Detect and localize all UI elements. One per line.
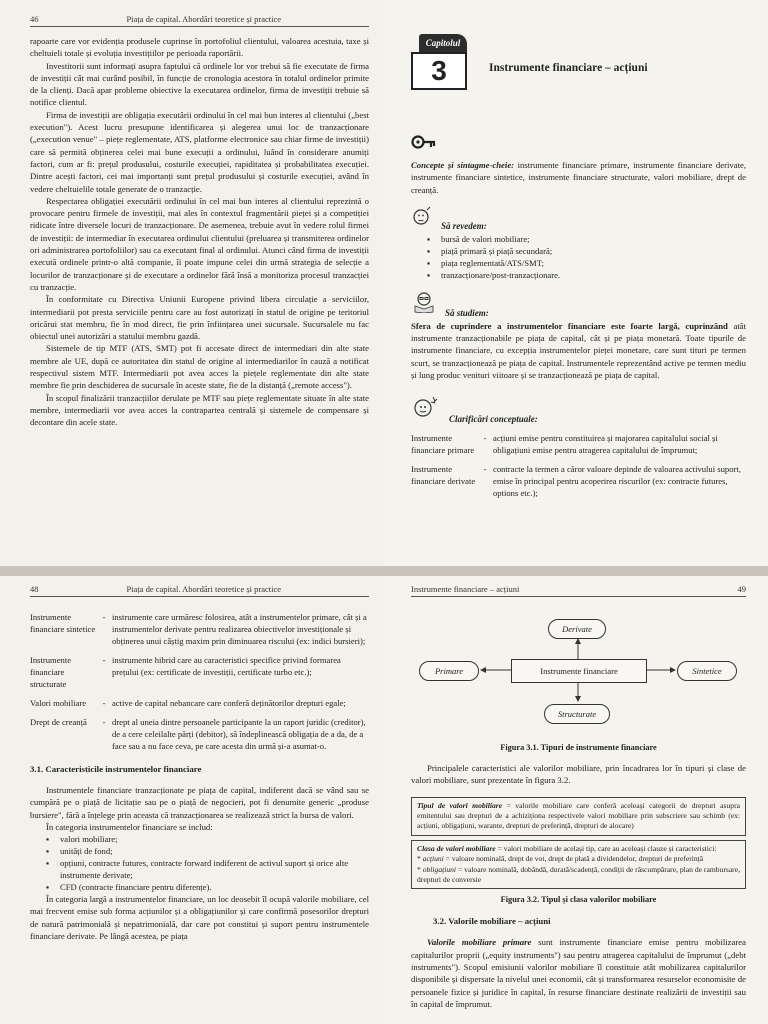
study-label: Să studiem: bbox=[445, 307, 489, 318]
figure-caption: Figura 3.1. Tipuri de instrumente financiare bbox=[500, 743, 657, 752]
study-text: atât instrumente tranzacționabile pe piața de capital, cât și pe piața monetară. Toate tipurile de instrumente financiare, cu excepția instrumentelor pieței monetare, care sunt tituri pe termen scurt, se tranzacționează pe piața de capital. Instrumentele reprezentând active pe termen mediu și lung produc venituri viitoare și se tranzacționează pe piața de capital. bbox=[411, 320, 747, 381]
node-sintetice: Sintetice bbox=[677, 661, 737, 681]
paragraph: Sistemele de tip MTF (ATS, SMT) pot fi accesate direct de intermediari din alte state membre ale UE, după ce autoritatea din statul de origine al intermediarilor în cauză a notificat respectivul sistem MTF. Intermediarii pot avea acces la piețele reglementate din alte state membre fie prin deschiderea de sucursale în aceste state, fie de la distanță („remote access"). bbox=[30, 343, 369, 391]
paragraph: Investitorii sunt informați asupra faptului că ordinele lor vor trebui să fie executate de firma de investiții cât mai curând posibil, în funcție de cronologia acestora în totalul ordinelor primite de la clienți. Dacă apar probleme obiective la executarea ordinelor, firma de investiții trebuie să notifice clientul. bbox=[30, 60, 369, 108]
definition-list bbox=[30, 611, 369, 752]
list-item: ▪ bursă de valori mobiliare; bbox=[441, 233, 746, 245]
definition-text: instrumente care urmăresc folosirea, atât a instrumentelor primare, cât și a instrumentelor derivate pentru realizarea obiectivelor investiționale și obținerea unui câștig maxim prin diminuarea riscului (ex: indici bursieri); bbox=[112, 612, 367, 646]
running-title: Piața de capital. Abordări teoretice și practice bbox=[126, 584, 282, 594]
page-gap bbox=[0, 566, 768, 576]
class-item-text: = valoare nominală, drept de vot, drept de plată a dividendelor, drepturi de preferință bbox=[445, 854, 704, 864]
concepts-head bbox=[411, 132, 746, 157]
definition-row bbox=[30, 654, 369, 690]
definition-row bbox=[411, 463, 746, 499]
class-box-text: = valori mobiliare de același tip, care au aceleași clauze și caracteristici: bbox=[497, 843, 717, 853]
class-box-label: Clasa de valori mobiliare bbox=[417, 843, 496, 853]
definition-term: Drept de creanță bbox=[30, 717, 87, 727]
paragraph: rapoarte care vor evidenția produsele cuprinse în portofoliul clientului, valoarea acestuia, taxe și cheltuieli totale și evoluția investițiilor pe perioada raportării. bbox=[30, 36, 369, 59]
chapter-title: Instrumente financiare – acțiuni bbox=[489, 62, 648, 74]
list-item: ▪ CFD (contracte financiare pentru diferențe). bbox=[60, 881, 369, 893]
chapter-number: 3 bbox=[411, 52, 467, 90]
study-paragraph bbox=[411, 320, 746, 381]
page-number: 49 bbox=[737, 584, 746, 594]
concepts-label: Concepte și sintagme-cheie: bbox=[411, 160, 515, 170]
chapter-header bbox=[411, 34, 746, 92]
class-item-text: = valoare nominală, dobândă, durată/scadență, condiții de răscumpărare, plan de rambursare, drepturi de conversie bbox=[417, 864, 740, 885]
list-item: ▪ piață primară și piață secundară; bbox=[441, 245, 746, 257]
page-46 bbox=[0, 0, 383, 566]
page-number: 48 bbox=[30, 584, 39, 594]
node-derivate: Derivate bbox=[548, 619, 606, 639]
node-structurate: Structurate bbox=[544, 704, 610, 724]
clarif-head bbox=[411, 395, 746, 424]
node-center: Instrumente financiare bbox=[511, 659, 647, 683]
class-box bbox=[411, 840, 746, 890]
definition-term: Instrumente financiare primare bbox=[411, 433, 475, 456]
instrument-list bbox=[30, 833, 369, 893]
definition-dash: - bbox=[102, 655, 106, 665]
review-head bbox=[411, 206, 746, 231]
definition-row bbox=[30, 716, 369, 752]
review-label: Să revedem: bbox=[441, 220, 487, 231]
figure-caption: Figura 3.2. Tipul și clasa valorilor mobiliare bbox=[500, 895, 657, 905]
para-lead: Valorile mobiliare primare bbox=[427, 937, 532, 948]
paragraph: Firma de investiții are obligația executării ordinului în cel mai bun interes al clientului („best execution"). Acest lucru presupune identificarea și alegerea unui loc de tranzacționare („execution venue" – piețe reglementate, ATS, platforme electronice sau chiar firme de investiții) care să permită obținerea celei mai bune execuții a ordinului, luând în considerare anumiți factori, cum ar fi: prețul produsului, costurile execuției, rapiditatea și probabilitatea execuției. Dintre acești factori, cei mai importanți sunt prețul produsului și costurile execuției, având în vedere cheltuielile totale generate de o tranzacție. bbox=[30, 109, 369, 194]
definition-dash: - bbox=[102, 717, 106, 727]
definition-dash: - bbox=[483, 433, 487, 444]
paragraph: Principalele caracteristici ale valorilor mobiliare, prin încadrarea lor în tipuri și clase de valori mobiliare, sunt prezentate în figura 3.2. bbox=[411, 763, 746, 786]
clarif-label: Clarificări conceptuale: bbox=[449, 414, 538, 425]
definition-dash: - bbox=[102, 698, 106, 708]
chapter-badge bbox=[411, 34, 471, 92]
class-item-label: acțiuni bbox=[422, 854, 444, 864]
section-title: 3.2. Valorile mobiliare – acțiuni bbox=[433, 916, 551, 927]
reader-icon bbox=[411, 291, 437, 318]
list-item: ▪ piața reglementată/ATS/SMT; bbox=[441, 257, 746, 269]
definition-term: Valori mobiliare bbox=[30, 698, 87, 708]
node-primare: Primare bbox=[419, 661, 479, 681]
study-lead: Sfera de cuprindere a instrumentelor financiare este foarte largă, cuprinzând bbox=[411, 320, 728, 331]
definition-row bbox=[30, 697, 369, 709]
running-head bbox=[30, 14, 369, 27]
list-item: ▪ opțiuni, contracte futures, contracte forward indiferent de activul suport și orice alte instrumente derivate; bbox=[60, 857, 369, 881]
definition-dash: - bbox=[102, 612, 106, 622]
definition-text: active de capital nebancare care conferă deținătorilor drepturi egale; bbox=[112, 698, 346, 708]
type-box bbox=[411, 797, 746, 836]
definition-term: Instrumente financiare structurate bbox=[30, 655, 72, 689]
running-title: Instrumente financiare – acțiuni bbox=[411, 584, 520, 594]
definition-text: drept al uneia dintre persoanele participante la un raport juridic (creditor), de a cere celeilalte părți (debitor), să îndeplinească obligația de a da, de a face sau a nu face ceva, pe care acesta din urmă și-a asumat-o. bbox=[112, 717, 366, 751]
paragraph: În conformitate cu Directiva Uniunii Europene privind libera circulație a serviciilor, intermediarii pot presta serviciile pentru care au fost autorizați în statul de origine pe teritoriul oricărui stat membru, fie în mod direct, fie prin înființarea unei sucursale. Sucursalele nu fac obiectul unei autorizări a statului membru gazdă. bbox=[30, 294, 369, 342]
instrument-types-diagram bbox=[411, 609, 746, 737]
definition-term: Instrumente financiare derivate bbox=[411, 464, 476, 487]
definition-list bbox=[411, 432, 746, 499]
page-48 bbox=[0, 576, 383, 1024]
definition-dash: - bbox=[483, 464, 487, 475]
paragraph: În categoria largă a instrumentelor financiare, un loc deosebit îl ocupă valorile mobiliare, cel mai frecvent emise sub forma acțiunilor și a obligațiunilor și care confirmă posesorilor drepturi de natură patrimonială și nepatrimonială, dar care pot constitui și suport pentru instrumentele financiare derivate. Pe lângă acestea, pe piața bbox=[30, 894, 369, 942]
class-item: * acțiuni = valoare nominală, drept de vot, drept de plată a dividendelor, drepturi de preferință bbox=[417, 854, 704, 864]
class-item-label: obligațiuni bbox=[422, 864, 457, 874]
page-47 bbox=[383, 0, 768, 566]
chapter-tab: Capitolul bbox=[419, 34, 467, 52]
paragraph: În categoria instrumentelor financiare se includ: bbox=[46, 821, 213, 832]
running-head bbox=[411, 584, 746, 597]
paragraph: Instrumentele financiare tranzacționate pe piața de capital, indiferent dacă se vând sau se cumpără pe o piață de licitație sau pe o piață de negocieri, pot fi denumite generic „produse bursiere", fără a înțelege prin aceasta că tranzacționarea se realizează strict la bursa de valori. bbox=[30, 785, 369, 820]
lightbulb-face-icon bbox=[411, 395, 441, 424]
thinking-face-icon bbox=[411, 206, 433, 231]
study-head bbox=[411, 291, 746, 318]
concepts-text: instrumente financiare primare, instrumente financiare derivate, instrumente financiare sintetice, instrumente financiare structurate, valori mobiliare, drept de creanță. bbox=[411, 160, 747, 195]
definition-text: instrumente hibrid care au caracteristici specifice privind formarea prețului (ex: certificate de investiții, certificate turbo etc.); bbox=[112, 655, 341, 677]
list-item: ▪ unități de fond; bbox=[60, 845, 369, 857]
review-list bbox=[411, 233, 746, 281]
definition-text: contracte la termen a căror valoare depinde de valoarea activului suport, emise în principal pentru acoperirea riscurilor (ex: contracte futures, options etc.); bbox=[493, 464, 741, 499]
running-head bbox=[30, 584, 369, 597]
list-item: ▪ tranzacționare/post-tranzacționare. bbox=[441, 269, 746, 281]
concepts-paragraph bbox=[411, 159, 746, 196]
definition-text: acțiuni emise pentru constituirea și majorarea capitalului social și obligațiuni emise pentru atragerea capitalului de împrumut; bbox=[493, 433, 718, 456]
paragraph: Respectarea obligației executării ordinului în cel mai bun interes al clientului reprezintă o provocare pentru firmele de investiții, mai ales în contextul fragmentării pieței și a competiției ridicate între diversele locuri de tranzacționare. De asemenea, trebuie avut în vedere rolul firmei de investiții: de intermediar în executarea ordinului clientului (preluarea și transmiterea ordinelor ori administrarea portofoliilor) sau ca executant final al ordinului. Atunci când firma de investiții execută ordinele printr-o altă companie, îi poate impune celei din urmă strategia de selecție a locurilor de tranzacționare și de executare a ordinelor fără însă a monitoriza procesul tranzacției cu tranzacție. bbox=[30, 195, 369, 292]
list-item: ▪ valori mobiliare; bbox=[60, 833, 369, 845]
type-box-text: = valorile mobiliare care conferă aceleași categorii de drepturi asupra emitentului sau drepturi de a achiziționa respectivele valori mobiliare prin subscriere sau schimb (ex: acțiuni, obligațiuni, warante, drepturi de preferință, drepturi de alocare) bbox=[417, 800, 740, 831]
running-title: Piața de capital. Abordări teoretice și practice bbox=[126, 14, 282, 24]
definition-row bbox=[411, 432, 746, 456]
paragraph bbox=[411, 936, 746, 1010]
section-title: 3.1. Caracteristicile instrumentelor financiare bbox=[30, 764, 202, 774]
definition-term: Instrumente financiare sintetice bbox=[30, 612, 96, 634]
type-box-label: Tipul de valori mobiliare bbox=[417, 800, 503, 810]
paragraph: În scopul finalizării tranzacțiilor derulate pe MTF sau piețe reglementate situate în alte state membre, intermediarii vor avea acces la contrapartea centrală și sistemele de compensare și decontare din acele state. bbox=[30, 392, 369, 428]
page-49 bbox=[383, 576, 768, 1024]
key-icon bbox=[411, 132, 437, 157]
page-number: 46 bbox=[30, 14, 39, 24]
class-item: * obligațiuni = valoare nominală, dobândă, durată/scadență, condiții de răscumpărare, plan de rambursare, drepturi de conversie bbox=[417, 864, 740, 885]
para-text: sunt instrumente financiare emise pentru mobilizarea capitalurilor proprii („equity instruments") sau pentru atragerea capitalului de împrumut („debt instruments"). Scopul emisiunii valorilor mobiliare îl constituie atât mobilizarea capitalurilor disponibile și dispersate la nivelul unei economii, cât și transformarea resurselor economisite de persoanele fizice și juridice în capital, în resurse financiare destinate realizării de investiții sau în capital de împrumut. bbox=[411, 937, 747, 1009]
definition-row bbox=[30, 611, 369, 647]
